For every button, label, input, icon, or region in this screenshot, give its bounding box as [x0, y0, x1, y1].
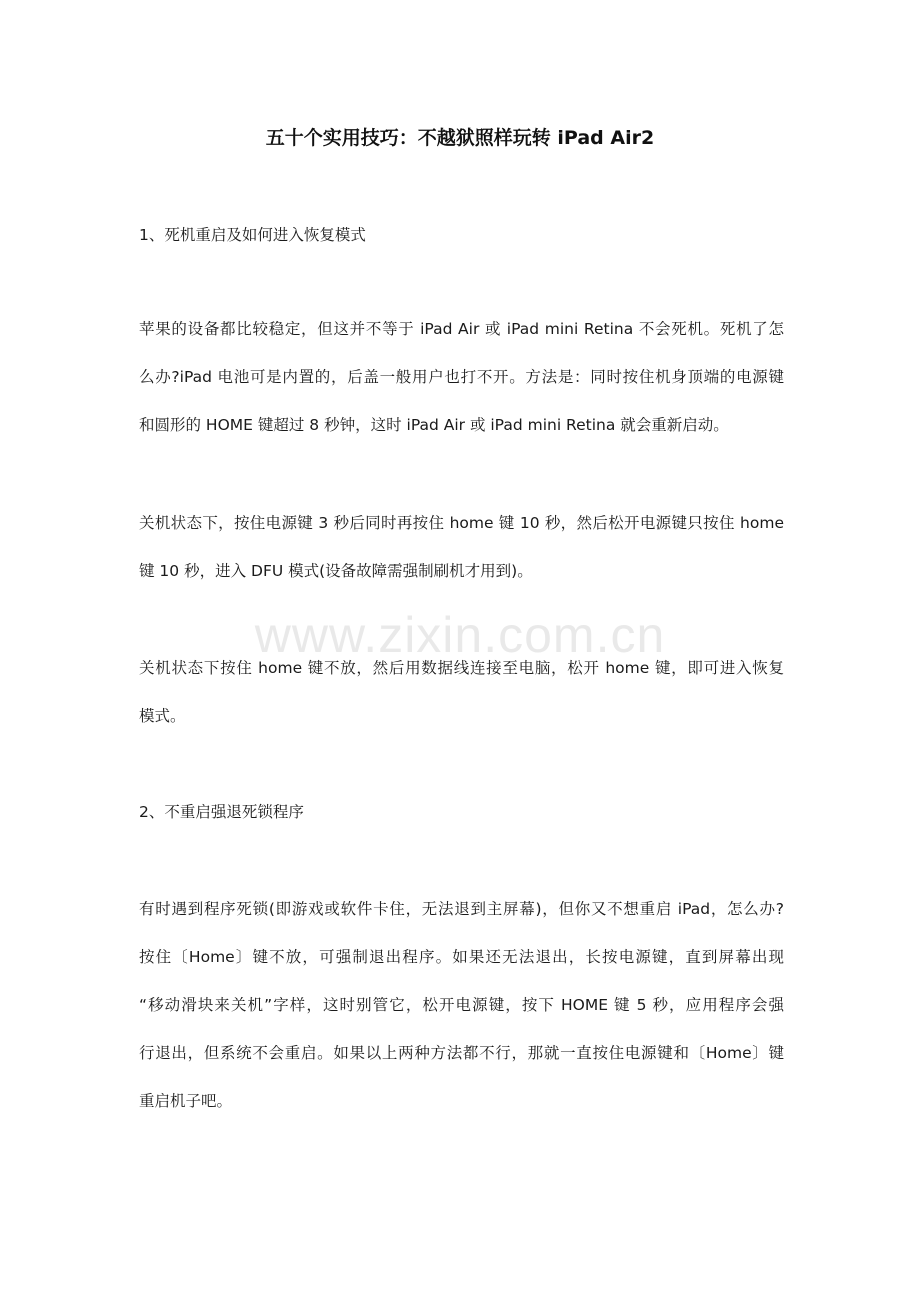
- paragraph-line: 苹果的设备都比较稳定，但这并不等于 iPad Air 或 iPad mini Retina 不会死机。死机了怎: [139, 320, 784, 338]
- paragraph-line: 重启机子吧。: [139, 1092, 233, 1110]
- paragraph-line: “移动滑块来关机”字样，这时别管它，松开电源键，按下 HOME 键 5 秒，应用程序会强: [139, 996, 784, 1014]
- watermark: www.zixin.com.cn: [254, 607, 666, 663]
- paragraph-line: 和圆形的 HOME 键超过 8 秒钟，这时 iPad Air 或 iPad mini Retina 就会重新启动。: [139, 416, 729, 434]
- paragraph-line: 行退出，但系统不会重启。如果以上两种方法都不行，那就一直按住电源键和〔Home〕键: [139, 1044, 784, 1062]
- section-2-heading: 2、不重启强退死锁程序: [139, 803, 304, 821]
- paragraph-line: 关机状态下，按住电源键 3 秒后同时再按住 home 键 10 秒，然后松开电源键只按住 home: [139, 514, 784, 532]
- document-title: 五十个实用技巧：不越狱照样玩转 iPad Air2: [265, 127, 655, 149]
- paragraph-line: 么办?iPad 电池可是内置的，后盖一般用户也打不开。方法是：同时按住机身顶端的电源键: [139, 368, 784, 386]
- section-1-heading: 1、死机重启及如何进入恢复模式: [139, 226, 366, 244]
- paragraph-line: 模式。: [139, 707, 186, 725]
- paragraph-line: 有时遇到程序死锁(即游戏或软件卡住，无法退到主屏幕)，但你又不想重启 iPad，怎么办?: [139, 900, 784, 918]
- paragraph-line: 键 10 秒，进入 DFU 模式(设备故障需强制刷机才用到)。: [139, 562, 533, 580]
- paragraph-line: 关机状态下按住 home 键不放，然后用数据线连接至电脑，松开 home 键，即可进入恢复: [139, 659, 784, 677]
- paragraph-line: 按住〔Home〕键不放，可强制退出程序。如果还无法退出，长按电源键，直到屏幕出现: [139, 948, 784, 966]
